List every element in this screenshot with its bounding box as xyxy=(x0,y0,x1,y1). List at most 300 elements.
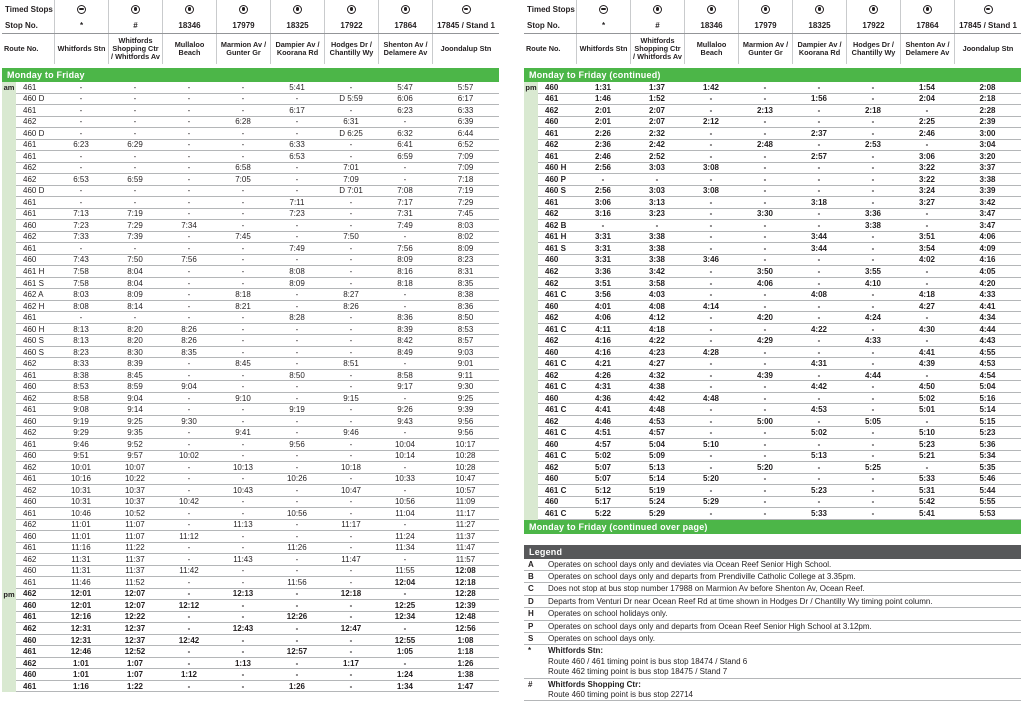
time-cell: 10:02 xyxy=(162,451,216,463)
timetable-row xyxy=(524,508,1021,520)
timetable-row xyxy=(2,520,499,532)
time-cell: - xyxy=(378,174,432,186)
time-cell: - xyxy=(738,82,792,94)
time-cell: - xyxy=(324,370,378,382)
time-cell: 3:08 xyxy=(684,186,738,198)
time-cell: 10:14 xyxy=(378,451,432,463)
time-cell: - xyxy=(216,312,270,324)
time-cell: - xyxy=(162,358,216,370)
route-cell: 460 S xyxy=(16,347,54,359)
time-cell: 9:30 xyxy=(432,381,499,393)
period-label xyxy=(524,485,538,497)
time-cell: 6:39 xyxy=(432,117,499,129)
time-cell: - xyxy=(162,209,216,221)
time-cell: - xyxy=(792,474,846,486)
time-cell: - xyxy=(846,243,900,255)
legend-entry xyxy=(524,621,1021,633)
legend-band: Legend xyxy=(524,545,1021,559)
time-cell: - xyxy=(216,600,270,612)
timetable-row xyxy=(2,197,499,209)
time-cell: - xyxy=(162,404,216,416)
stop-name: Shenton Av / Delamere Av xyxy=(900,34,954,64)
time-cell: - xyxy=(684,94,738,106)
timed-stop-icon-cell xyxy=(792,0,846,18)
time-cell: 1:01 xyxy=(54,669,108,681)
time-cell: - xyxy=(324,451,378,463)
time-cell: 2:13 xyxy=(738,105,792,117)
legend-text xyxy=(548,584,1021,594)
timetable-row xyxy=(2,508,499,520)
period-label xyxy=(2,301,16,313)
time-cell: 4:41 xyxy=(576,404,630,416)
route-cell: 461 xyxy=(538,151,576,163)
time-cell: - xyxy=(738,128,792,140)
time-cell: - xyxy=(270,255,324,267)
period-label xyxy=(2,635,16,647)
time-cell: - xyxy=(684,404,738,416)
time-cell: 2:01 xyxy=(576,117,630,129)
time-cell: 1:31 xyxy=(576,82,630,94)
time-cell: - xyxy=(378,520,432,532)
time-cell: 4:34 xyxy=(954,312,1021,324)
time-cell: - xyxy=(216,497,270,509)
time-cell: 7:29 xyxy=(108,220,162,232)
legend-line: Route 460 / 461 timing point is bus stop 18474 / Stand 6 xyxy=(548,656,748,666)
time-cell: 5:21 xyxy=(900,451,954,463)
time-cell: 7:19 xyxy=(432,186,499,198)
timed-stop-icon-cell xyxy=(846,0,900,18)
period-label: pm xyxy=(525,83,537,93)
time-cell: 6:59 xyxy=(108,174,162,186)
time-cell: - xyxy=(378,393,432,405)
period-label xyxy=(524,278,538,290)
time-cell: 3:47 xyxy=(954,209,1021,221)
time-cell: - xyxy=(846,151,900,163)
period-label xyxy=(2,209,16,221)
route-cell: 460 S xyxy=(538,186,576,198)
time-cell: 12:07 xyxy=(108,600,162,612)
circle-dot-icon xyxy=(923,5,932,14)
period-label xyxy=(2,289,16,301)
time-cell: 7:13 xyxy=(54,209,108,221)
period-label xyxy=(2,416,16,428)
time-cell: 1:26 xyxy=(432,658,499,670)
timetable-row xyxy=(524,497,1021,509)
period-label xyxy=(524,232,538,244)
timetable-row xyxy=(524,151,1021,163)
time-cell: - xyxy=(270,335,324,347)
time-cell: 9:25 xyxy=(108,416,162,428)
time-cell: 12:26 xyxy=(270,612,324,624)
time-cell: 4:51 xyxy=(576,427,630,439)
timetable-row xyxy=(2,497,499,509)
time-cell: 8:50 xyxy=(270,370,324,382)
time-cell: - xyxy=(684,278,738,290)
circle-dot-icon xyxy=(293,5,302,14)
time-cell: 4:41 xyxy=(954,301,1021,313)
time-cell: - xyxy=(324,324,378,336)
time-cell: 8:35 xyxy=(162,347,216,359)
period-label xyxy=(2,335,16,347)
period-label xyxy=(2,94,16,106)
timetable-row xyxy=(2,255,499,267)
timetable-row xyxy=(524,404,1021,416)
time-cell: 5:24 xyxy=(630,497,684,509)
time-cell: 4:09 xyxy=(954,243,1021,255)
time-cell: 1:18 xyxy=(432,646,499,658)
time-cell: 4:57 xyxy=(630,427,684,439)
time-cell: 8:57 xyxy=(432,335,499,347)
time-cell: - xyxy=(108,82,162,94)
stop-number: # xyxy=(630,18,684,33)
route-cell: 461 xyxy=(16,577,54,589)
route-cell: 462 xyxy=(16,589,54,601)
time-cell: - xyxy=(324,669,378,681)
route-cell: 462 xyxy=(538,278,576,290)
period-label xyxy=(2,358,16,370)
route-cell: 460 S xyxy=(16,335,54,347)
time-cell: 4:48 xyxy=(684,393,738,405)
time-cell: 12:39 xyxy=(432,600,499,612)
route-cell: 461 S xyxy=(16,278,54,290)
time-cell: - xyxy=(792,393,846,405)
time-cell: 9:11 xyxy=(432,370,499,382)
time-cell: - xyxy=(270,427,324,439)
time-cell: - xyxy=(738,220,792,232)
time-cell: - xyxy=(54,117,108,129)
time-cell: - xyxy=(162,623,216,635)
time-cell: 5:33 xyxy=(900,474,954,486)
route-cell: 462 xyxy=(16,658,54,670)
time-cell: - xyxy=(216,612,270,624)
time-cell: 3:54 xyxy=(900,243,954,255)
time-cell: 4:22 xyxy=(630,335,684,347)
time-cell: - xyxy=(162,117,216,129)
stop-number: 18325 xyxy=(792,18,846,33)
time-cell: - xyxy=(270,451,324,463)
timetable-row xyxy=(2,266,499,278)
circle-dot-icon xyxy=(347,5,356,14)
timetable-row xyxy=(524,312,1021,324)
time-cell: - xyxy=(900,312,954,324)
time-cell: 4:44 xyxy=(954,324,1021,336)
time-cell: 4:57 xyxy=(576,439,630,451)
time-cell: 9:26 xyxy=(378,404,432,416)
stop-number: * xyxy=(576,18,630,33)
time-cell: 12:04 xyxy=(378,577,432,589)
section-footer-band: Monday to Friday (continued over page) xyxy=(524,520,1021,534)
route-cell: 461 xyxy=(16,209,54,221)
timetable-row xyxy=(524,393,1021,405)
time-cell: - xyxy=(54,94,108,106)
time-cell: 5:23 xyxy=(792,485,846,497)
route-cell: 460 xyxy=(16,497,54,509)
time-cell: - xyxy=(216,335,270,347)
time-cell: - xyxy=(162,278,216,290)
time-cell: - xyxy=(900,416,954,428)
time-cell: 5:20 xyxy=(684,474,738,486)
period-label: pm xyxy=(3,589,15,599)
time-cell: - xyxy=(846,404,900,416)
time-cell: 4:38 xyxy=(630,381,684,393)
time-cell: 11:46 xyxy=(54,577,108,589)
time-cell: 12:08 xyxy=(432,566,499,578)
route-cell: 460 xyxy=(16,669,54,681)
time-cell: - xyxy=(738,474,792,486)
route-cell: 461 xyxy=(16,612,54,624)
time-cell: - xyxy=(324,312,378,324)
time-cell: - xyxy=(738,358,792,370)
time-cell: - xyxy=(216,577,270,589)
timetable-row xyxy=(2,117,499,129)
time-cell: 10:42 xyxy=(162,497,216,509)
time-cell: 1:07 xyxy=(108,669,162,681)
time-cell: - xyxy=(270,531,324,543)
time-cell: 3:23 xyxy=(630,209,684,221)
time-cell: 6:29 xyxy=(108,140,162,152)
route-cell: 461 xyxy=(538,94,576,106)
time-cell: 2:46 xyxy=(576,151,630,163)
period-label xyxy=(2,186,16,198)
time-cell: - xyxy=(270,232,324,244)
circle-dot-icon xyxy=(815,5,824,14)
timetable-row xyxy=(524,485,1021,497)
time-cell: 8:51 xyxy=(324,358,378,370)
time-cell: - xyxy=(792,174,846,186)
stop-number: 17864 xyxy=(900,18,954,33)
time-cell: 12:31 xyxy=(54,623,108,635)
time-cell: 7:56 xyxy=(378,243,432,255)
route-cell: 461 C xyxy=(538,427,576,439)
timed-stop-icon-cell xyxy=(954,0,1021,18)
route-cell: 462 xyxy=(16,174,54,186)
time-cell: 4:43 xyxy=(954,335,1021,347)
time-cell: 3:56 xyxy=(576,289,630,301)
period-label xyxy=(2,520,16,532)
route-cell: 462 xyxy=(16,554,54,566)
period-label xyxy=(2,404,16,416)
time-cell: 4:31 xyxy=(792,358,846,370)
time-cell: - xyxy=(162,243,216,255)
timetable-row xyxy=(2,301,499,313)
period-label xyxy=(2,105,16,117)
time-cell: 3:20 xyxy=(954,151,1021,163)
time-cell: - xyxy=(378,589,432,601)
route-cell: 460 D xyxy=(16,186,54,198)
time-cell: - xyxy=(846,474,900,486)
time-cell: - xyxy=(216,278,270,290)
stop-name: Dampier Av / Koorana Rd xyxy=(792,34,846,64)
time-cell: 8:13 xyxy=(54,324,108,336)
circle-minus-icon xyxy=(599,5,608,14)
time-cell: 12:22 xyxy=(108,612,162,624)
legend-symbol: B xyxy=(528,572,534,581)
timetable-row xyxy=(2,451,499,463)
time-cell: 2:12 xyxy=(684,117,738,129)
stop-name: Whitfords Stn xyxy=(576,34,630,64)
time-cell: - xyxy=(324,220,378,232)
time-cell: 12:55 xyxy=(378,635,432,647)
time-cell: - xyxy=(684,232,738,244)
time-cell: - xyxy=(216,105,270,117)
timed-stop-icon-cell xyxy=(54,0,108,18)
time-cell: - xyxy=(162,543,216,555)
circle-dot-icon xyxy=(401,5,410,14)
stop-number: * xyxy=(54,18,108,33)
timetable-row xyxy=(2,381,499,393)
time-cell: 4:27 xyxy=(900,301,954,313)
stop-no-label: Stop No. xyxy=(527,21,560,30)
legend-line: Operates on school days only and departs from Ocean Reef Senior High School at 3.12pm. xyxy=(548,621,872,631)
time-cell: - xyxy=(738,427,792,439)
time-cell: 4:16 xyxy=(576,335,630,347)
time-cell: 8:08 xyxy=(54,301,108,313)
time-cell: 3:24 xyxy=(900,186,954,198)
time-cell: - xyxy=(324,543,378,555)
time-cell: 1:52 xyxy=(630,94,684,106)
circle-dot-icon xyxy=(869,5,878,14)
period-label xyxy=(2,151,16,163)
time-cell: 8:45 xyxy=(216,358,270,370)
time-cell: 11:17 xyxy=(432,508,499,520)
legend-text xyxy=(548,680,1021,701)
time-cell: - xyxy=(162,508,216,520)
stop-no-row xyxy=(2,18,499,34)
time-cell: - xyxy=(324,209,378,221)
time-cell: - xyxy=(846,324,900,336)
timetable-row xyxy=(2,589,499,601)
time-cell: 6:17 xyxy=(432,94,499,106)
circle-dot-icon xyxy=(131,5,140,14)
time-cell: 9:14 xyxy=(108,404,162,416)
time-cell: 12:52 xyxy=(108,646,162,658)
timetable-row xyxy=(2,151,499,163)
time-cell: - xyxy=(270,358,324,370)
time-cell: - xyxy=(324,416,378,428)
period-label xyxy=(524,416,538,428)
time-cell: 4:33 xyxy=(954,289,1021,301)
time-cell: - xyxy=(216,186,270,198)
time-cell: 4:31 xyxy=(576,381,630,393)
time-cell: 3:00 xyxy=(954,128,1021,140)
stop-number: 17979 xyxy=(216,18,270,33)
route-cell: 460 xyxy=(16,381,54,393)
time-cell: 11:42 xyxy=(162,566,216,578)
time-cell: - xyxy=(216,681,270,693)
timetable-row xyxy=(524,335,1021,347)
time-cell: 1:08 xyxy=(432,635,499,647)
time-cell: - xyxy=(54,186,108,198)
time-cell: - xyxy=(108,128,162,140)
time-cell: 4:53 xyxy=(954,358,1021,370)
route-cell: 460 P xyxy=(538,174,576,186)
time-cell: - xyxy=(792,255,846,267)
legend-entry xyxy=(524,583,1021,595)
timetable-row xyxy=(524,358,1021,370)
time-cell: 5:31 xyxy=(900,485,954,497)
time-cell: - xyxy=(378,554,432,566)
time-cell: 11:57 xyxy=(432,554,499,566)
time-cell: 5:36 xyxy=(954,439,1021,451)
timetable-row xyxy=(2,324,499,336)
time-cell: - xyxy=(792,220,846,232)
time-cell: - xyxy=(162,140,216,152)
time-cell: - xyxy=(684,105,738,117)
time-cell: 7:01 xyxy=(324,163,378,175)
time-cell: - xyxy=(324,531,378,543)
period-label xyxy=(2,140,16,152)
route-cell: 461 H xyxy=(538,232,576,244)
time-cell: - xyxy=(162,266,216,278)
time-cell: - xyxy=(684,140,738,152)
timetable-row xyxy=(2,577,499,589)
time-cell: - xyxy=(324,508,378,520)
time-cell: - xyxy=(162,301,216,313)
circle-minus-icon xyxy=(984,5,993,14)
stop-number: 17922 xyxy=(324,18,378,33)
time-cell: 11:12 xyxy=(162,531,216,543)
time-cell: 1:34 xyxy=(378,681,432,693)
time-cell: 2:48 xyxy=(738,140,792,152)
route-cell: 461 xyxy=(16,508,54,520)
time-cell: 7:23 xyxy=(54,220,108,232)
time-cell: 1:22 xyxy=(108,681,162,693)
time-cell: - xyxy=(792,370,846,382)
timetable-row xyxy=(524,82,1021,94)
time-cell: 8:39 xyxy=(378,324,432,336)
time-cell: 9:57 xyxy=(108,451,162,463)
time-cell: 3:22 xyxy=(900,174,954,186)
time-cell: - xyxy=(324,635,378,647)
route-cell: 462 xyxy=(538,266,576,278)
time-cell: - xyxy=(324,577,378,589)
timetable-row xyxy=(2,174,499,186)
time-cell: 10:01 xyxy=(54,462,108,474)
route-cell: 462 xyxy=(16,393,54,405)
time-cell: - xyxy=(54,105,108,117)
route-cell: 462 xyxy=(16,117,54,129)
time-cell: 10:26 xyxy=(270,474,324,486)
time-cell: 12:37 xyxy=(108,635,162,647)
time-cell: 5:35 xyxy=(954,462,1021,474)
time-cell: 8:04 xyxy=(108,266,162,278)
time-cell: - xyxy=(162,370,216,382)
timetable-row xyxy=(2,243,499,255)
time-cell: - xyxy=(108,105,162,117)
timetable-row xyxy=(524,117,1021,129)
time-cell: 5:20 xyxy=(738,462,792,474)
time-cell: 8:09 xyxy=(270,278,324,290)
route-cell: 461 xyxy=(16,105,54,117)
period-label xyxy=(2,266,16,278)
time-cell: - xyxy=(738,301,792,313)
time-cell: 10:17 xyxy=(432,439,499,451)
time-cell: - xyxy=(270,416,324,428)
time-cell: 3:04 xyxy=(954,140,1021,152)
time-cell: 5:10 xyxy=(900,427,954,439)
time-cell: 11:27 xyxy=(432,520,499,532)
time-cell: 11:31 xyxy=(54,566,108,578)
route-cell: 461 C xyxy=(538,404,576,416)
time-cell: 5:05 xyxy=(846,416,900,428)
period-label xyxy=(524,358,538,370)
period-label xyxy=(2,255,16,267)
time-cell: 1:01 xyxy=(54,658,108,670)
timed-stop-icon-cell xyxy=(738,0,792,18)
timetable-row xyxy=(2,278,499,290)
time-cell: 8:50 xyxy=(432,312,499,324)
time-cell: 10:47 xyxy=(324,485,378,497)
